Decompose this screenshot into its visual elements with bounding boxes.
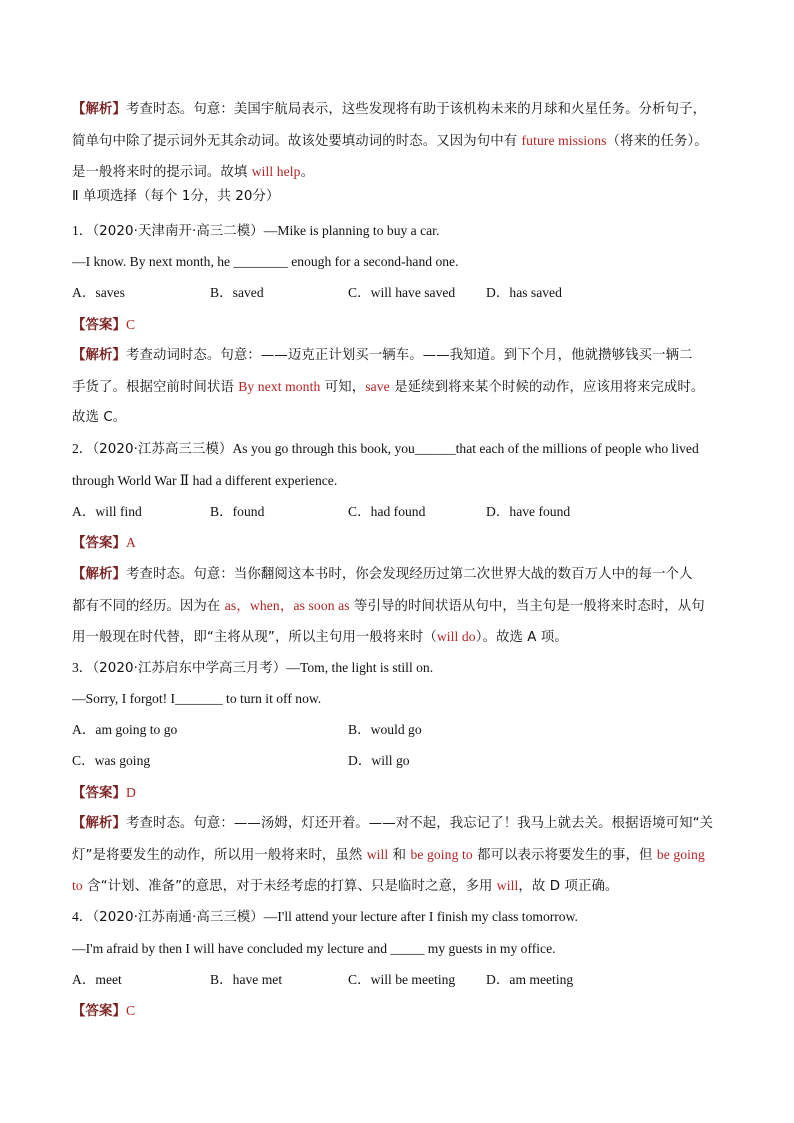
question-3-option-a[interactable]: A．am going to go — [72, 722, 178, 737]
question-4-option-a[interactable]: A．meet — [72, 972, 122, 987]
question-3-stem-2: —Sorry, I forgot! I_______ to turn it off now. — [72, 691, 322, 706]
question-1-option-b[interactable]: B．saved — [210, 285, 264, 300]
question-1-stem-2: —I know. By next month, he ________ enough for a second-hand one. — [72, 254, 459, 269]
question-4-option-b[interactable]: B．have met — [210, 972, 283, 987]
question-4-stem-2: —I'm afraid by then I will have concluded my lecture and _____ my guests in my office. — [72, 941, 556, 956]
section-title: Ⅱ 单项选择（每个 1分，共 20分） — [72, 189, 280, 204]
question-2-analysis-3: 用一般现在时代替，即“主将从现”，所以主句用一般将来时（will do）。故选 A 项。 — [72, 629, 568, 645]
question-1-stem-1: 1．（2020·天津南开·高三二模）—Mike is planning to buy a car. — [72, 223, 440, 239]
question-4-option-d[interactable]: D．am meeting — [486, 972, 574, 987]
question-1-analysis-2: 手货了。根据空前时间状语 By next month 可知，save 是延续到将来某个时候的动作，应该用将来完成时。 — [72, 379, 705, 395]
question-3-stem-1: 3．（2020·江苏启东中学高三月考）—Tom, the light is still on. — [72, 660, 434, 676]
question-2-option-a[interactable]: A．will find — [72, 504, 142, 519]
question-4-option-c[interactable]: C．will be meeting — [348, 972, 456, 987]
question-1-analysis-3: 故选 C。 — [72, 410, 127, 425]
question-2-stem-1: 2．（2020·江苏高三三模）As you go through this book, you______that each of the millions of people who lived — [72, 441, 699, 457]
question-1-option-a[interactable]: A．saves — [72, 285, 125, 300]
question-1-answer: 【答案】C — [72, 317, 136, 333]
question-4-stem-1: 4．（2020·江苏南通·高三三模）—I'll attend your lecture after I finish my class tomorrow. — [72, 909, 578, 925]
question-1-option-d[interactable]: D．has saved — [486, 285, 562, 300]
question-2-answer: 【答案】A — [72, 535, 136, 551]
question-2-analysis-2: 都有不同的经历。因为在 as，when，as soon as 等引导的时间状语从句中，当主句是一般将来时态时，从句 — [72, 598, 705, 614]
analysis-tag: 【解析】 — [72, 102, 126, 117]
question-3-analysis-1: 【解析】考查时态。句意：——汤姆，灯还开着。——对不起，我忘记了！我马上就去关。根据语境可知“关 — [72, 816, 714, 831]
question-2-analysis-1: 【解析】考查时态。句意：当你翻阅这本书时，你会发现经历过第二次世界大战的数百万人中的每一个人 — [72, 567, 693, 582]
question-2-option-d[interactable]: D．have found — [486, 504, 571, 519]
question-3-option-d[interactable]: D．will go — [348, 753, 410, 768]
question-3-answer: 【答案】D — [72, 785, 136, 801]
question-1-option-c[interactable]: C．will have saved — [348, 285, 456, 300]
intro-line-1: 【解析】考查时态。句意：美国宇航局表示，这些发现将有助于该机构未来的月球和火星任务。分析句子， — [72, 102, 707, 117]
question-1-analysis-1: 【解析】考查动词时态。句意：——迈克正计划买一辆车。——我知道。到下个月，他就攒够钱买一辆二 — [72, 348, 693, 363]
intro-line-3: 是一般将来时的提示词。故填 will help。 — [72, 164, 315, 180]
question-3-analysis-3: to 含“计划、准备”的意思，对于未经考虑的打算、只是临时之意，多用 will，故 D 项正确。 — [72, 878, 619, 894]
question-3-option-c[interactable]: C．was going — [72, 753, 151, 768]
question-2-option-c[interactable]: C．had found — [348, 504, 426, 519]
question-2-option-b[interactable]: B．found — [210, 504, 265, 519]
question-3-analysis-2: 灯”是将要发生的动作，所以用一般将来时，虽然 will 和 be going to 都可以表示将要发生的事，但 be going — [72, 847, 705, 863]
question-3-option-b[interactable]: B．would go — [348, 722, 422, 737]
question-2-stem-2: through World War Ⅱ had a different experience. — [72, 473, 338, 488]
question-4-answer: 【答案】C — [72, 1003, 136, 1019]
intro-line-2: 简单句中除了提示词外无其余动词。故该处要填动词的时态。又因为句中有 future missions（将来的任务）。 — [72, 133, 708, 149]
